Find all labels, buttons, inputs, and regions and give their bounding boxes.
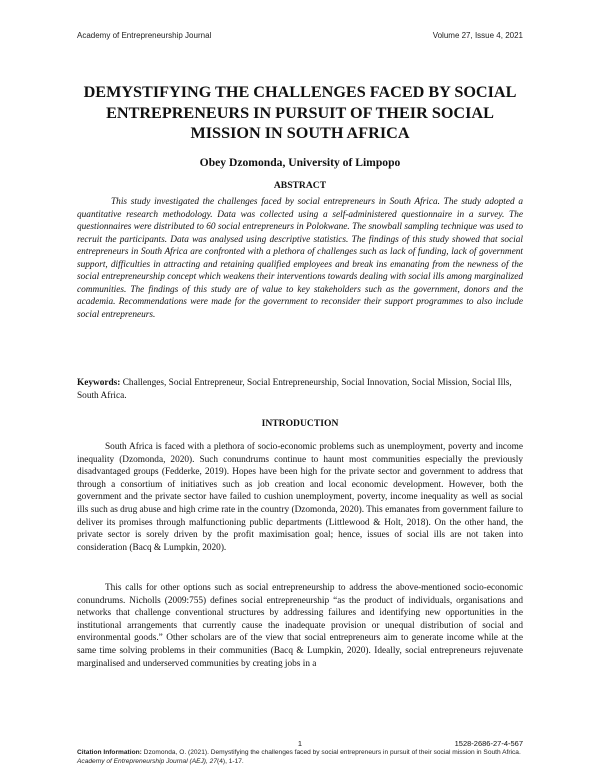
keywords bbox=[77, 377, 523, 402]
paper-title: DEMYSTIFYING THE CHALLENGES FACED BY SOCIAL ENTREPRENEURS IN PURSUIT OF THEIR SOCIAL MISSION IN SOUTH AFRICA bbox=[83, 83, 517, 143]
citation-information bbox=[77, 749, 529, 766]
intro-paragraph-2: This calls for other options such as social entrepreneurship to address the above-mentioned socio-economic conundrums. Nicholls (2009:755) defines social entrepreneurship “as the product of individuals, organisations and networks that challenge conventional structures by addressing failures and identifying new opportunities in the institutional arrangements that currently cause the inadequate provision or unequal distribution of social and environmental goods.” Other scholars are of the view that social entrepreneurs aim to generate income while at the same time solving problems in their communities (Bacq & Lumpkin, 2020). Ideally, social entrepreneurs rejuvenate marginalised and underserved communities by creating jobs in a bbox=[77, 583, 523, 669]
citation-text: Dzomonda, O. (2021). Demystifying the challenges faced by social entrepreneurs in pursuit of their social mission in South Africa. bbox=[141, 749, 521, 756]
citation-label: Citation Information: bbox=[77, 749, 142, 756]
keywords-text: Challenges, Social Entrepreneur, Social Entrepreneurship, Social Innovation, Social Mission, Social Ills, South Africa. bbox=[77, 378, 512, 401]
page-number: 1 bbox=[297, 739, 303, 748]
citation-journal: Academy of Entrepreneurship Journal (AEJ), 27 bbox=[77, 757, 218, 765]
abstract-heading: ABSTRACT bbox=[273, 180, 327, 191]
running-header-journal: Academy of Entrepreneurship Journal bbox=[77, 31, 212, 40]
author-line: Obey Dzomonda, University of Limpopo bbox=[199, 156, 401, 169]
introduction-heading: INTRODUCTION bbox=[261, 418, 339, 429]
keywords-label: Keywords: bbox=[77, 378, 121, 388]
issn: 1528-2686-27-4-567 bbox=[454, 739, 523, 748]
citation-issue: (4), 1-17. bbox=[217, 757, 244, 765]
intro-paragraph-1: South Africa is faced with a plethora of socio-economic problems such as unemployment, poverty and income inequality (Dzomonda, 2020). Such conundrums continue to haunt most communities especially the previously disadvantaged groups (Fedderke, 2019). Hopes have been high for the private sector and government to address that through a consortium of initiatives such as job creation and local economic development. However, both the government and the private sector have failed to cushion unemployment, poverty, income inequality as well as social ills such as drug abuse and high crime rate in the country (Dzomonda, 2020). This emanates from government failure to deliver its promises through malfunctioning public departments (Littlewood & Holt, 2018). On the other hand, the private sector is sorely driven by the profit maximisation goal; hence, issues of social ills are not taken into consideration (Bacq & Lumpkin, 2020). bbox=[77, 442, 523, 553]
running-header-volume: Volume 27, Issue 4, 2021 bbox=[432, 31, 523, 40]
abstract-text: This study investigated the challenges faced by social entrepreneurs in South Africa. The study adopted a quantitative research methodology. Data was collected using a self-administered questionnaire in a survey. The questionnaires were distributed to 60 social entrepreneurs in Polokwane. The snowball sampling technique was used to recruit the participants. Data was analysed using descriptive statistics. The findings of this study showed that social entrepreneurs in South Africa are confronted with a plethora of challenges such as lack of funding, lack of government support, difficulties in attracting and retaining qualified employees and break ins emanating from the newness of the social entrepreneurship concept which weakens their interventions towards dealing with social ills among marginalized communities. The findings of this study are of value to key stakeholders such as the government, donors and the academia. Recommendations were made for the government to reconsider their support programmes to also include social entrepreneurs. bbox=[77, 197, 523, 320]
